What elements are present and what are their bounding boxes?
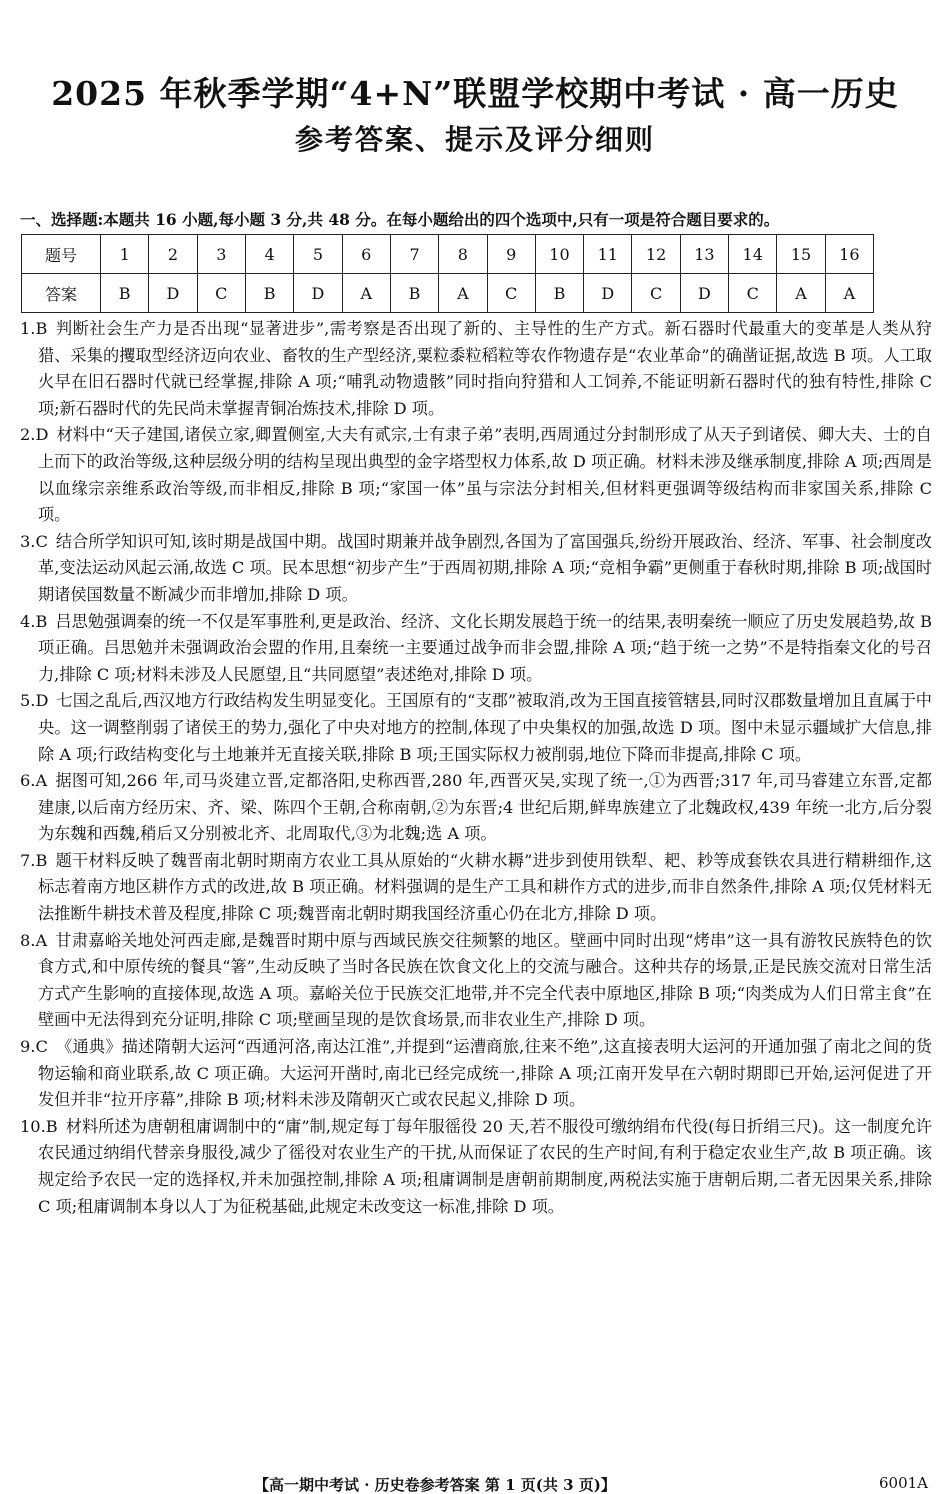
explanation-answer: B	[35, 319, 48, 338]
explanation-text: 七国之乱后,西汉地方行政结构发生明显变化。王国原有的“支郡”被取消,改为王国直接管辖县,同时汉郡数量增加且直属于中央。这一调整削弱了诸侯王的势力,强化了中央对地方的控制,体现了中央集权的加强,故选 D 项。图中未显示疆域扩大信息,排除 A 项;行政结构变化与土地兼并无直接关联,排除 B 项;王国实际权力被削弱,地位下降而非提高,排除 C 项。	[38, 691, 932, 764]
explanation-answer: C	[35, 531, 48, 551]
question-number-cell: 1	[101, 235, 149, 274]
question-number-cell: 16	[825, 235, 873, 274]
explanation-text: 材料所述为唐朝租庸调制中的“庸”制,规定每丁每年服徭役 20 天,若不服役可缴纳绢布代役(每日折绢三尺)。这一制度允许农民通过纳绢代替亲身服役,减少了徭役对农业生产的干扰,从而保证了农民的生产时间,有利于稳定农业生产,故 B 项正确。该规定给予农民一定的选择权,并未加强控制,排除 A 项;租庸调制是唐朝前期制度,两税法实施于唐朝后期,二者无因果关系,排除 C 项;租庸调制本身以人丁为征税基础,此规定未改变这一标准,排除 D 项。	[38, 1116, 932, 1216]
answer-cell: B	[245, 274, 293, 313]
answer-table	[21, 234, 874, 313]
explanation-answer: D	[35, 425, 49, 445]
document-title: 2025 年秋季学期“4+N”联盟学校期中考试 · 高一历史	[51, 74, 899, 113]
explanation-item	[20, 529, 932, 609]
explanation-number: 7.	[20, 850, 36, 870]
answer-cell: C	[729, 274, 777, 313]
answer-cell: B	[101, 274, 149, 313]
question-number-cell: 5	[294, 235, 342, 274]
explanation-item	[20, 422, 932, 528]
question-number-cell: 12	[632, 235, 680, 274]
answer-cell: B	[390, 274, 438, 313]
explanation-item	[20, 1034, 932, 1114]
explanation-text: 甘肃嘉峪关地处河西走廊,是魏晋时期中原与西域民族交往频繁的地区。壁画中同时出现“烤串”这一具有游牧民族特色的饮食方式,和中原传统的餐具“箸”,生动反映了当时各民族在饮食文化上的交流与融合。这种共存的场景,正是民族交流对日常生活方式产生影响的直接体现,故选 A 项。嘉峪关位于民族交汇地带,并不完全代表中原地区,排除 B 项;“肉类成为人们日常主食”在壁画中无法得到充分证明,排除 C 项;壁画呈现的是饮食场景,而非农业生产,排除 D 项。	[38, 930, 932, 1030]
question-number-cell: 7	[390, 235, 438, 274]
question-number-cell: 11	[584, 235, 632, 274]
page-footer	[0, 1474, 950, 1494]
question-number-cell: 15	[777, 235, 825, 274]
question-number-row	[22, 235, 874, 274]
explanation-answer: B	[45, 1116, 58, 1136]
explanation-answer: C	[35, 1037, 48, 1057]
explanation-answer: B	[35, 611, 48, 631]
question-number-cell: 4	[245, 235, 293, 274]
row-label-answer: 答案	[22, 274, 101, 313]
explanation-item	[20, 928, 932, 1034]
explanation-number: 2.	[20, 425, 36, 445]
question-number-cell: 9	[487, 235, 535, 274]
explanation-text: 材料中“天子建国,诸侯立家,卿置侧室,大夫有贰宗,士有隶子弟”表明,西周通过分封制形成了从天子到诸侯、卿大夫、士的自上而下的政治等级,这种层级分明的结构呈现出典型的金字塔型权力体系,故 D 项正确。材料未涉及继承制度,排除 A 项;西周是以血缘宗亲维系政治等级,而非相反,排除 B 项;“家国一体”虽与宗法分封相关,但材料更强调等级结构而非家国关系,排除 C 项。	[38, 425, 932, 525]
explanation-item	[20, 688, 932, 768]
answer-cell: A	[825, 274, 873, 313]
answer-cell: D	[680, 274, 728, 313]
question-number-cell: 13	[680, 235, 728, 274]
footer-code: 6001A	[878, 1474, 928, 1492]
section-heading: 一、选择题:本题共 16 小题,每小题 3 分,共 48 分。在每小题给出的四个选项中,只有一项是符合题目要求的。	[20, 210, 780, 229]
explanation-text: 吕思勉强调秦的统一不仅是军事胜利,更是政治、经济、文化长期发展趋于统一的结果,表明秦统一顺应了历史发展趋势,故 B 项正确。吕思勉并未强调政治会盟的作用,且秦统一主要通过战争而非会盟,排除 A 项;“趋于统一之势”不是特指秦文化的号召力,排除 C 项;材料未涉及人民愿望,且“共同愿望”表述绝对,排除 D 项。	[38, 611, 932, 684]
explanation-answer: A	[35, 930, 48, 950]
explanation-number: 8.	[20, 930, 36, 950]
explanation-answer: A	[35, 771, 48, 791]
explanation-answer: B	[35, 850, 48, 870]
explanation-text: 判断社会生产力是否出现“显著进步”,需考察是否出现了新的、主导性的生产方式。新石器时代最重大的变革是人类从狩猎、采集的攫取型经济迈向农业、畜牧的生产型经济,粟粒黍粒稻粒等农作物遗存是“农业革命”的确凿证据,故选 B 项。人工取火早在旧石器时代就已经掌握,排除 A 项;“哺乳动物遗骸”同时指向狩猎和人工饲养,不能证明新石器时代的独有特性,排除 C 项;新石器时代的先民尚未掌握青铜冶炼技术,排除 D 项。	[38, 319, 932, 418]
explanation-text: 据图可知,266 年,司马炎建立晋,定都洛阳,史称西晋,280 年,西晋灭吴,实现了统一,①为西晋;317 年,司马睿建立东晋,定都建康,以后南方经历宋、齐、梁、陈四个王朝,合称南朝,②为东晋;4 世纪后期,鲜卑族建立了北魏政权,439 年统一北方,后分裂为东魏和西魏,稍后又分别被北齐、北周取代,③为北魏;选 A 项。	[38, 771, 932, 844]
explanation-text: 题干材料反映了魏晋南北朝时期南方农业工具从原始的“火耕水耨”进步到使用铁犁、耙、耖等成套铁农具进行精耕细作,这标志着南方地区耕作方式的改进,故 B 项正确。材料强调的是生产工具和耕作方式的进步,而非自然条件,排除 A 项;仅凭材料无法推断牛耕技术普及程度,排除 C 项;魏晋南北朝时期我国经济重心仍在北方,排除 D 项。	[38, 850, 932, 924]
question-number-cell: 14	[729, 235, 777, 274]
answer-cell: C	[197, 274, 245, 313]
explanation-text: 结合所学知识可知,该时期是战国中期。战国时期兼并战争剧烈,各国为了富国强兵,纷纷开展政治、经济、军事、社会制度改革,变法运动风起云涌,故选 C 项。民本思想“初步产生”于西周初期,排除 A 项;“竞相争霸”更侧重于春秋时期,排除 B 项;战国时期诸侯国数量不断减少而非增加,排除 D 项。	[38, 531, 932, 604]
answer-cell: A	[342, 274, 390, 313]
row-label-number: 题号	[22, 235, 101, 274]
explanation-number: 9.	[20, 1037, 36, 1057]
explanation-item	[20, 848, 932, 928]
answer-cell: D	[294, 274, 342, 313]
answer-cell: D	[584, 274, 632, 313]
explanation-number: 4.	[20, 611, 36, 631]
answer-cell: A	[777, 274, 825, 313]
answer-cell: B	[535, 274, 583, 313]
question-number-cell: 10	[535, 235, 583, 274]
answer-row	[22, 274, 874, 313]
explanation-item	[20, 1114, 932, 1220]
explanation-item	[20, 609, 932, 689]
answer-cell: C	[487, 274, 535, 313]
explanation-text: 《通典》描述隋朝大运河“西通河洛,南达江淮”,并提到“运漕商旅,往来不绝”,这直接表明大运河的开通加强了南北之间的货物运输和商业联系,故 C 项正确。大运河开凿时,南北已经完成统一,排除 A 项;江南开发早在六朝时期即已开始,运河促进了开发但并非“拉开序幕”,排除 B 项;材料未涉及隋朝灭亡或农民起义,排除 D 项。	[38, 1037, 932, 1110]
explanation-item	[20, 316, 932, 422]
question-number-cell: 3	[197, 235, 245, 274]
footer-text: 【高一期中考试 · 历史卷参考答案 第 1 页(共 3 页)】	[254, 1476, 616, 1494]
explanation-list	[20, 316, 932, 1220]
explanation-number: 3.	[20, 531, 36, 551]
explanation-number: 10.	[20, 1116, 46, 1136]
explanation-number: 5.	[20, 691, 36, 711]
explanation-answer: D	[35, 691, 49, 711]
explanation-number: 6.	[20, 771, 36, 791]
answer-cell: C	[632, 274, 680, 313]
question-number-cell: 8	[439, 235, 487, 274]
answer-cell: A	[439, 274, 487, 313]
explanation-number: 1.	[20, 319, 36, 338]
answer-cell: D	[149, 274, 197, 313]
explanation-item	[20, 768, 932, 848]
document-subtitle: 参考答案、提示及评分细则	[294, 123, 655, 156]
question-number-cell: 6	[342, 235, 390, 274]
question-number-cell: 2	[149, 235, 197, 274]
